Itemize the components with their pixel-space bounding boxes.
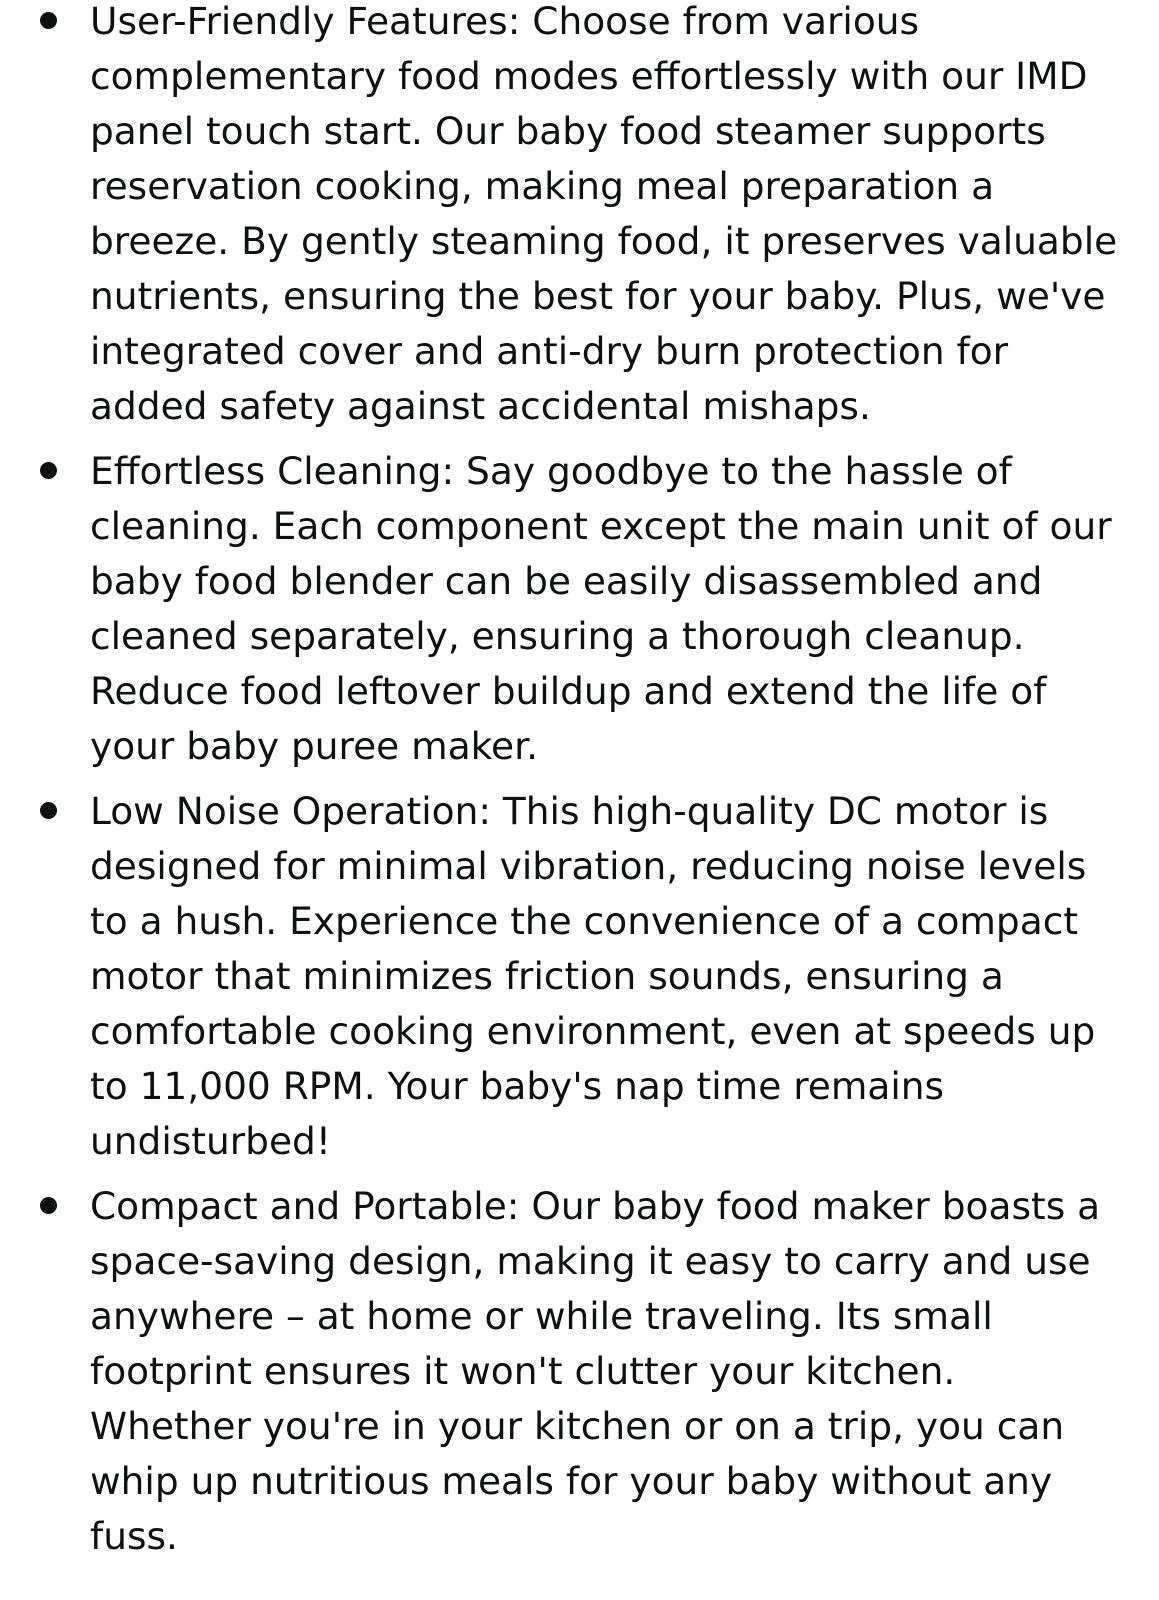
feature-bullet-compact-portable bbox=[0, 1179, 1159, 1564]
feature-text: Effortless Cleaning: Say goodbye to the hassle of cleaning. Each component except the main unit of our baby food blender can be easily disassembled and cleaned separately, ensuring a thorough cleanup. Reduce food leftover buildup and extend the life of your baby puree maker. bbox=[90, 449, 1112, 768]
feature-text: Low Noise Operation: This high-quality DC motor is designed for minimal vibration, reducing noise levels to a hush. Experience the convenience of a compact motor that minimizes friction sounds, ensuring a comfortable cooking environment, even at speeds up to 11,000 RPM. Your baby's nap time remains undisturbed! bbox=[90, 789, 1096, 1163]
feature-bullet-user-friendly bbox=[0, 0, 1159, 434]
bullet-dot-icon bbox=[40, 12, 57, 29]
feature-text: User-Friendly Features: Choose from various complementary food modes effortlessly with our IMD panel touch start. Our baby food steamer supports reservation cooking, making meal preparation a breeze. By gently steaming food, it preserves valuable nutrients, ensuring the best for your baby. Plus, we've integrated cover and anti-dry burn protection for added safety against accidental mishaps. bbox=[90, 0, 1118, 428]
feature-bullet-effortless-cleaning bbox=[0, 444, 1159, 774]
bullet-dot-icon bbox=[40, 1197, 57, 1214]
bullet-dot-icon bbox=[40, 802, 57, 819]
feature-text: Compact and Portable: Our baby food maker boasts a space-saving design, making it easy to carry and use anywhere – at home or while traveling. Its small footprint ensures it won't clutter your kitchen. Whether you're in your kitchen or on a trip, you can whip up nutritious meals for your baby without any fuss. bbox=[90, 1184, 1101, 1558]
feature-bullet-low-noise bbox=[0, 784, 1159, 1169]
bullet-dot-icon bbox=[40, 462, 57, 479]
